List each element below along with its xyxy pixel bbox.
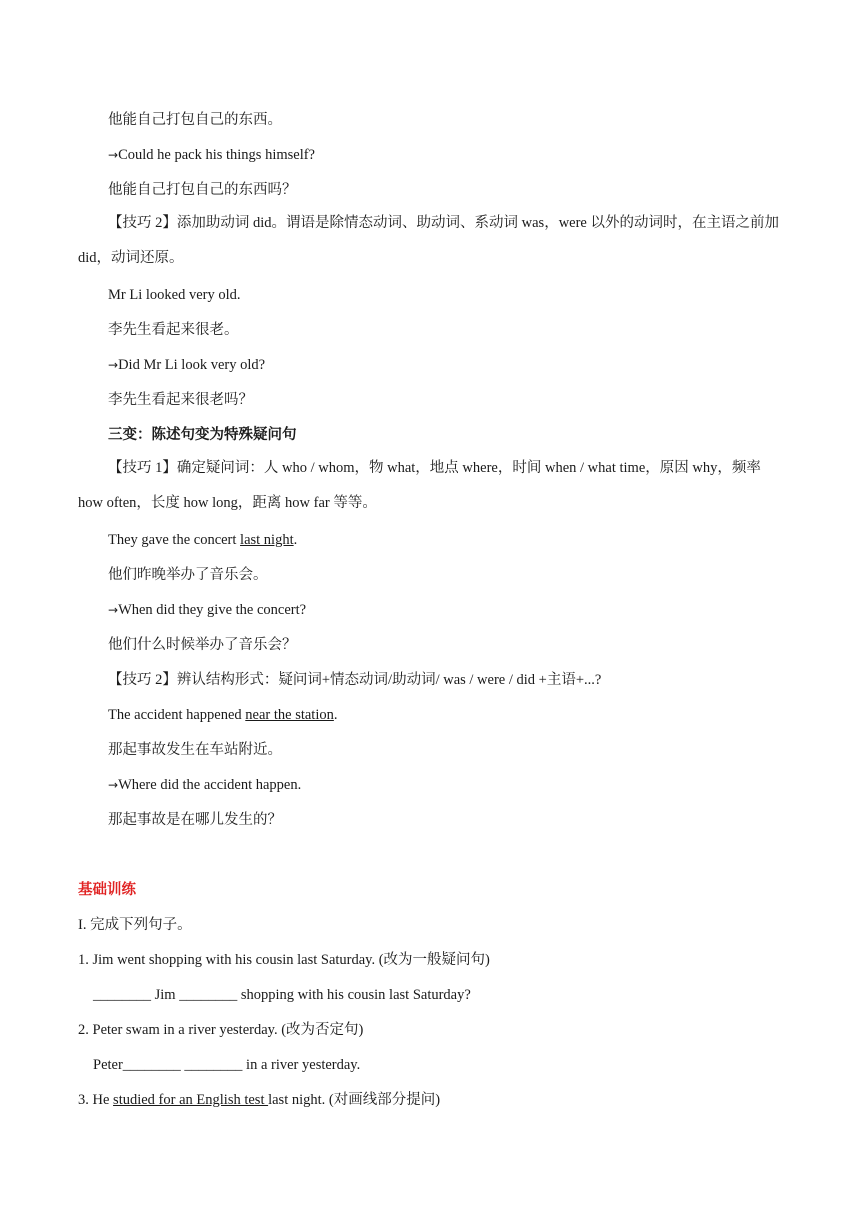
text-line: Mr Li looked very old. <box>108 287 241 303</box>
arrow-icon: → <box>108 603 119 617</box>
tip-paragraph: 【技巧 2】添加助动词 did。谓语是除情态动词、助动词、系动词 was，were 以外的动词时，在主语之前加 did，动词还原。 <box>78 215 779 266</box>
text-span: Did Mr Li look very old? <box>118 357 266 373</box>
text-span: The accident happened <box>108 707 246 723</box>
text-span: Could he pack his things himself? <box>118 147 315 163</box>
text-line <box>108 355 265 375</box>
question-2-blank: Peter________ ________ in a river yesterday. <box>93 1057 361 1073</box>
question-2: 2. Peter swam in a river yesterday. (改为否定句) <box>78 1022 364 1038</box>
question-1: 1. Jim went shopping with his cousin last Saturday. (改为一般疑问句) <box>78 952 490 968</box>
text-span: Where did the accident happen. <box>118 777 302 793</box>
underlined-text: last night <box>240 532 294 548</box>
text-span: 3. He <box>78 1092 114 1108</box>
section-title: 基础训练 <box>78 882 136 898</box>
text-line: 李先生看起来很老。 <box>108 322 239 338</box>
text-line: 那起事故发生在车站附近。 <box>108 742 282 758</box>
text-span: . <box>333 707 338 723</box>
text-line: 李先生看起来很老吗？ <box>108 392 253 408</box>
underlined-text: near the station <box>245 707 334 723</box>
text-line <box>108 530 297 550</box>
text-span: When did they give the concert? <box>118 602 307 618</box>
arrow-icon: → <box>108 778 119 792</box>
text-span: last night. (对画线部分提问) <box>268 1092 441 1108</box>
tip-line: 【技巧 2】辨认结构形式：疑问词+情态动词/助动词/ was / were / did +主语+...? <box>108 672 602 688</box>
question-1-blank: ________ Jim ________ shopping with his cousin last Saturday? <box>93 987 471 1003</box>
arrow-icon: → <box>108 358 119 372</box>
underlined-text: studied for an English test <box>113 1092 269 1108</box>
text-line <box>108 705 338 725</box>
text-line <box>108 600 306 620</box>
text-span: They gave the concert <box>108 532 241 548</box>
text-line: 他能自己打包自己的东西。 <box>108 112 282 128</box>
text-span: . <box>293 532 298 548</box>
question-3 <box>78 1090 440 1110</box>
text-line <box>108 775 301 795</box>
text-line <box>108 145 315 165</box>
text-line: 他们昨晚举办了音乐会。 <box>108 567 268 583</box>
text-line: 他们什么时候举办了音乐会？ <box>108 637 297 653</box>
tip-paragraph: 【技巧 1】确定疑问词：人 who / whom，物 what，地点 where，时间 when / what time，原因 why，频率 how often，长度 how long，距离 how far 等等。 <box>78 460 761 511</box>
section-subheading: 三变：陈述句变为特殊疑问句 <box>108 427 297 443</box>
arrow-icon: → <box>108 148 119 162</box>
part-heading: I. 完成下列句子。 <box>78 917 192 933</box>
text-line: 那起事故是在哪儿发生的？ <box>108 812 282 828</box>
text-line: 他能自己打包自己的东西吗？ <box>108 182 297 198</box>
